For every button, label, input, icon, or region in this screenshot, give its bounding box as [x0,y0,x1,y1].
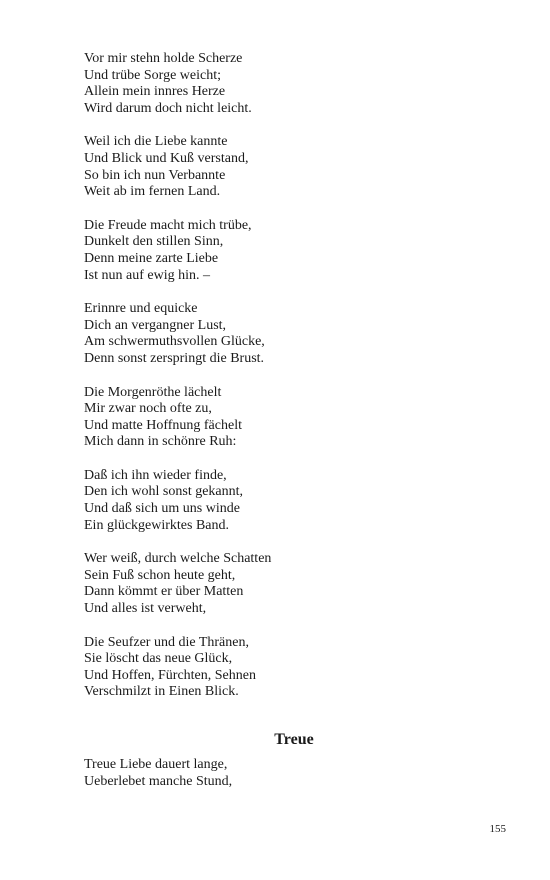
verse-line: Sie löscht das neue Glück, [84,651,233,667]
stanza [84,134,504,200]
verse-line: Denn sonst zerspringt die Brust. [84,350,265,366]
verse-line: Mich dann in schönre Ruh: [84,434,237,450]
verse-line: Weit ab im fernen Land. [84,184,221,200]
page-number: 155 [489,823,506,835]
verse-line: Ueberlebet manche Stund, [84,773,233,789]
verse-line: Weil ich die Liebe kannte [84,134,228,150]
verse-line: Treue Liebe dauert lange, [84,757,228,772]
stanza [84,551,504,617]
verse-line: So bin ich nun Verbannte [84,167,226,183]
poem-title: Treue [274,731,314,748]
poem-body [84,51,504,718]
verse-line: Denn meine zarte Liebe [84,250,219,266]
verse-line: Wer weiß, durch welche Schatten [84,551,272,567]
verse-line: Dunkelt den stillen Sinn, [84,234,224,250]
second-poem-body [84,757,504,790]
verse-line: Die Seufzer und die Thränen, [84,634,249,650]
verse-line: Wird darum doch nicht leicht. [84,100,252,116]
verse-line: Und matte Hoffnung fächelt [84,417,242,433]
verse-line: Vor mir stehn holde Scherze [84,51,243,66]
verse-line: Mir zwar noch ofte zu, [84,401,212,417]
verse-line: Erinnre und equicke [84,301,198,317]
stanza [84,468,504,534]
verse-line: Allein mein innres Herze [84,84,226,100]
verse-line: Und Blick und Kuß verstand, [84,150,249,166]
verse-line: Daß ich ihn wieder finde, [84,467,227,483]
stanza [84,51,504,117]
verse-line: Ist nun auf ewig hin. – [84,267,210,283]
stanza [84,301,504,367]
stanza [84,385,504,451]
verse-line: Dann kömmt er über Matten [84,584,244,600]
stanza [84,218,504,284]
verse-line: Ein glückgewirktes Band. [84,517,230,533]
verse-line: Die Morgenröthe lächelt [84,384,222,400]
verse-line: Und alles ist verweht, [84,601,207,617]
verse-line: Die Freude macht mich trübe, [84,217,252,233]
verse-line: Und daß sich um uns winde [84,501,240,517]
verse-line: Und Hoffen, Fürchten, Sehnen [84,667,256,683]
verse-line: Dich an vergangner Lust, [84,317,227,333]
verse-line: Den ich wohl sonst gekannt, [84,484,244,500]
verse-line: Am schwermuthsvollen Glücke, [84,334,265,350]
verse-line: Sein Fuß schon heute geht, [84,567,236,583]
stanza [84,635,504,701]
verse-line: Und trübe Sorge weicht; [84,67,221,83]
verse-line: Verschmilzt in Einen Blick. [84,684,239,700]
